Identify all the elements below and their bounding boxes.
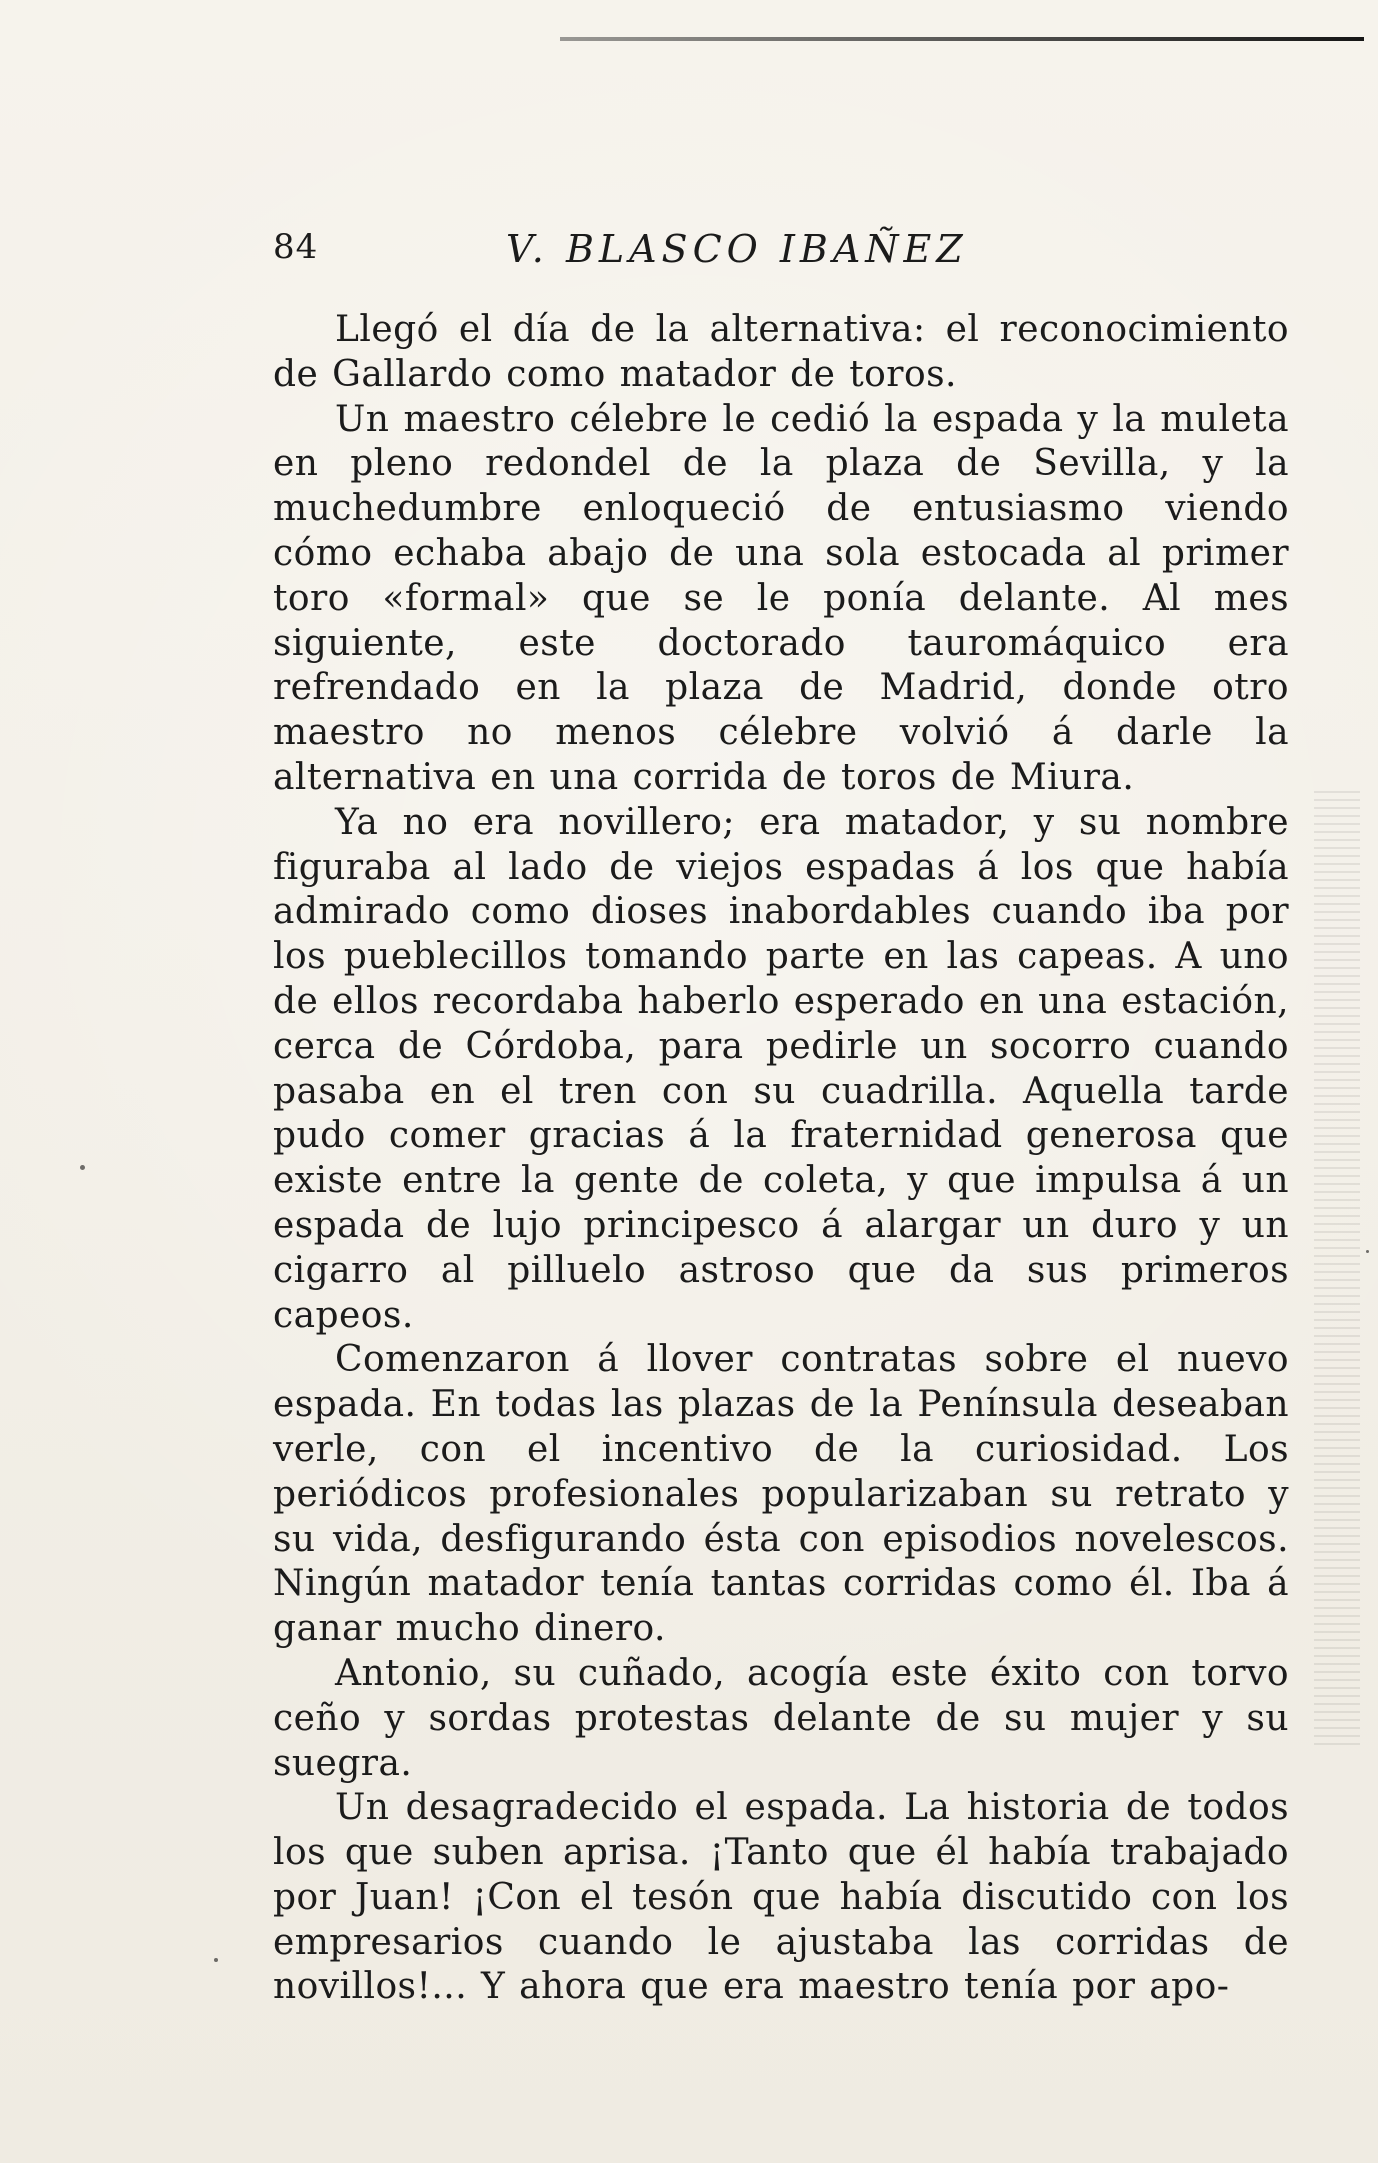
scan-speck: [1366, 1250, 1369, 1253]
paragraph-4: Comenzaron á llover contratas sobre el nuevo espada. En todas las plazas de la Península deseaban verle, con el incentivo de la curiosidad. Los periódicos profesionales popularizaban su retrato y su vida, desfigurando ésta con episodios novelescos. Ningún matador tenía tantas corridas como él. Iba á ganar mucho dinero.: [273, 1339, 1289, 1650]
paragraph-3: Ya no era novillero; era matador, y su nombre figuraba al lado de viejos espadas á los que había admirado como dioses inabordables cuando iba por los pueblecillos tomando parte en las capeas. A uno de ellos recordaba haberlo esperado en una estación, cerca de Córdoba, para pedirle un socorro cuando pasaba en el tren con su cuadrilla. Aquella tarde pudo comer gracias á la fraternidad generosa que existe entre la gente de coleta, y que impulsa á un espada de lujo principesco á alargar un duro y un cigarro al pilluelo astroso que da sus primeros capeos.: [273, 801, 1289, 1336]
scan-speck: [80, 1165, 85, 1170]
scan-edge-noise: [1314, 785, 1360, 1750]
body-text: [273, 308, 1289, 2010]
top-rule: [560, 37, 1364, 41]
running-title: V. BLASCO IBAÑEZ: [506, 227, 968, 271]
paragraph-2: Un maestro célebre le cedió la espada y la muleta en pleno redondel de la plaza de Sevilla, y la muchedumbre enloqueció de entusiasmo viendo cómo echaba abajo de una sola estocada al primer toro «formal» que se le ponía delante. Al mes siguiente, este doctorado tauromáquico era refrendado en la plaza de Madrid, donde otro maestro no menos célebre volvió á darle la alternativa en una corrida de toros de Miura.: [273, 398, 1289, 798]
page-number: 84: [273, 227, 319, 267]
scan-speck: [214, 1958, 218, 1962]
paragraph-1: Llegó el día de la alternativa: el reconocimiento de Gallardo como matador de toros.: [273, 309, 1289, 395]
page-header: [273, 227, 1273, 287]
paragraph-5: Antonio, su cuñado, acogía este éxito con torvo ceño y sordas protestas delante de su mujer y su suegra.: [273, 1652, 1289, 1784]
paragraph-6: Un desagradecido el espada. La historia de todos los que suben aprisa. ¡Tanto que él había trabajado por Juan! ¡Con el tesón que había discutido con los empresarios cuando le ajustaba las corridas de novillos!... Y ahora que era maestro tenía por apo-: [273, 1787, 1289, 2008]
